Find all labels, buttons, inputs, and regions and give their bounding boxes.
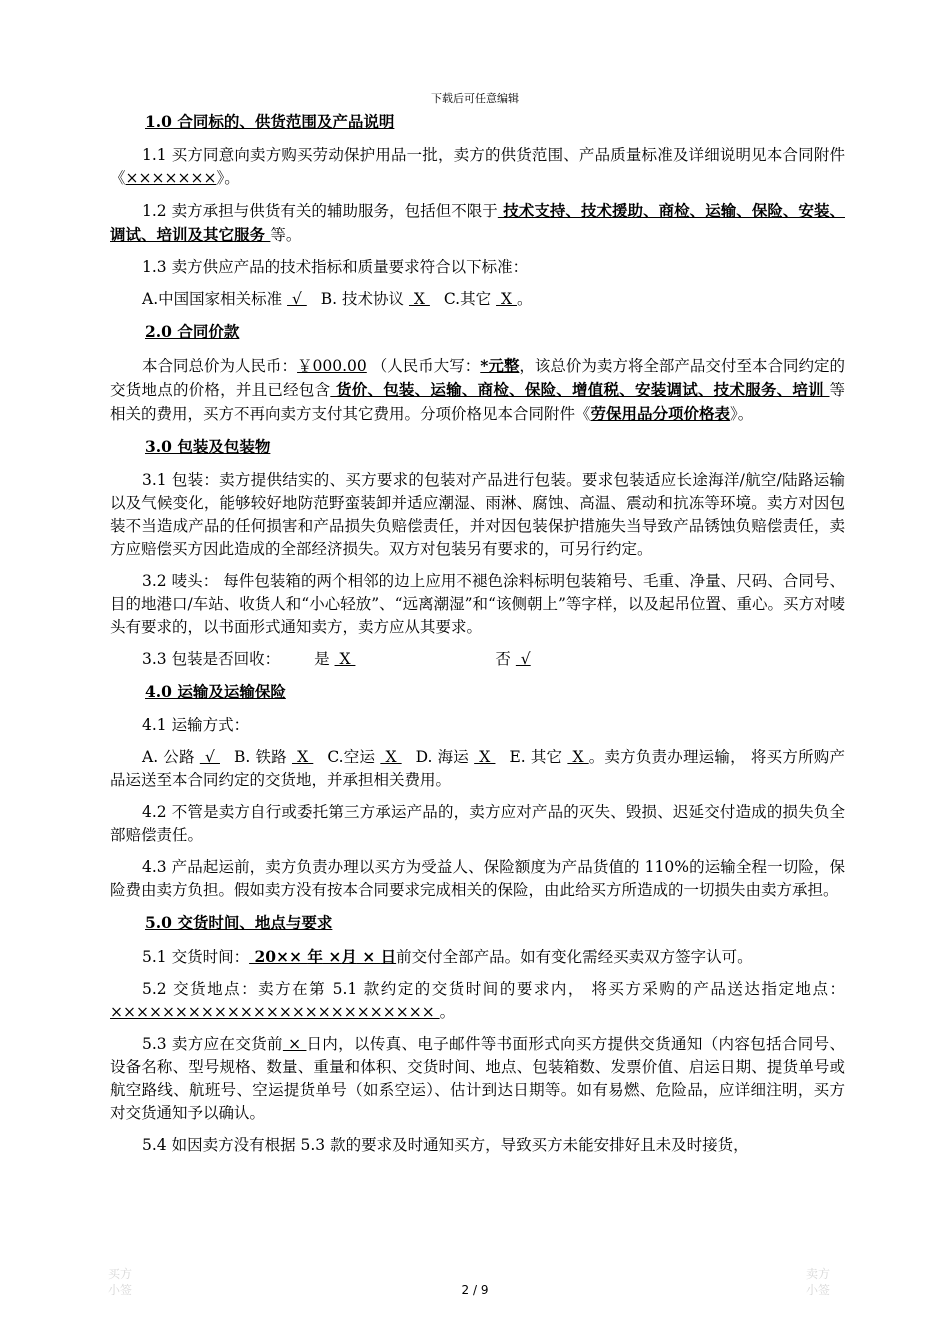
transport-other-check: X xyxy=(567,748,589,766)
price-attachment: 劳保用品分项价格表 xyxy=(590,404,731,423)
recycle-no-check: √ xyxy=(515,650,531,668)
clause-5-4: 5.4 如因卖方没有根据 5.3 款的要求及时通知买方，导致买方未能安排好且未及时接货， xyxy=(142,1136,749,1154)
delivery-year: 20×× xyxy=(249,947,308,966)
included-items: 货价、包装、运输、商检、保险、增值税、安装调试、技术服务、培训 xyxy=(330,380,830,399)
clause-3-2: 3.2 唛头： 每件包装箱的两个相邻的边上应用不褪色涂料标明包装箱号、毛重、净量、尺码、合同号、目的地港口/车站、收货人和“小心轻放”、“远离潮湿”和“该侧朝上”等字样，以及起吊位置、重心。买方对唛头有要求的，以书面形式通知卖方，卖方应从其要求。 xyxy=(110,572,845,636)
clause-4-1: 4.1 运输方式： xyxy=(142,716,250,734)
total-amount-cn: *元整 xyxy=(480,356,520,375)
option-a-check: √ xyxy=(287,290,307,308)
delivery-day: × xyxy=(356,947,381,966)
standards-options: A.中国国家相关标准 √ B. 技术协议 X C.其它 X 。 xyxy=(142,290,533,308)
recycle-yes-check: X xyxy=(334,650,356,668)
clause-5-1: 5.1 交货时间： 20×× 年 ×月 × 日前交付全部产品。如有变化需经买卖双方签字认可。 xyxy=(142,947,753,966)
clause-1-3: 1.3 卖方供应产品的技术指标和质量要求符合以下标准： xyxy=(142,258,529,276)
delivery-month: × xyxy=(322,947,342,966)
buyer-initial-stamp: 买方 小签 xyxy=(108,1267,133,1297)
delivery-place: ××××××××××××××××××××××××× xyxy=(110,1003,440,1021)
section-1-title: 1.0 合同标的、供货范围及产品说明 xyxy=(145,112,395,131)
services-list: 技术支持、技术援助、商检、运输、保险、安装、调试、培训及其它服务 xyxy=(110,201,845,244)
clause-4-3: 4.3 产品起运前，卖方负责办理以买方为受益人、保险额度为产品货值的 110%的运输全程一切险，保险费由卖方负担。假如卖方没有按本合同要求完成相关的保险，由此给买方所造成的一切损失由卖方承担。 xyxy=(110,858,845,899)
section-3-title: 3.0 包装及包装物 xyxy=(145,437,271,456)
option-c-check: X xyxy=(496,290,517,308)
transport-rail-check: X xyxy=(292,748,314,766)
seller-initial-stamp: 卖方 小签 xyxy=(806,1267,831,1297)
notice-days: × xyxy=(282,1035,307,1053)
clause-4-2: 4.2 不管是卖方自行或委托第三方承运产品的，卖方应对产品的灭失、毁损、迟延交付造成的损失负全部赔偿责任。 xyxy=(110,803,845,844)
clause-2-price: 本合同总价为人民币：￥000.00 （人民币大写：*元整，该总价为卖方将全部产品交付至本合同约定的交货地点的价格，并且已经包含 货价、包装、运输、商检、保险、增值税、安装调试、技术服务、培训 等相关的费用，买方不再向卖方支付其它费用。分项价格见本合同附件《劳保用品分项价格表》。 xyxy=(110,356,845,423)
clause-5-3: 5.3 卖方应在交货前 × 日内，以传真、电子邮件等书面形式向买方提供交货通知（内容包括合同号、设备名称、型号规格、数量、重量和体积、交货时间、地点、包装箱数、发票价值、启运日期、提货单号或航空路线、航班号、空运提货单号（如系空运）、估计到达日期等。如有易燃、危险品，应详细注明，买方对交货通知予以确认。 xyxy=(110,1035,845,1122)
transport-road-check: √ xyxy=(199,748,220,766)
section-5-title: 5.0 交货时间、地点与要求 xyxy=(145,913,333,932)
transport-air-check: X xyxy=(380,748,402,766)
contract-body xyxy=(110,108,845,1166)
clause-5-2: 5.2 交货地点：卖方在第 5.1 款约定的交货时间的要求内， 将买方采购的产品送达指定地点： ××××××××××××××××××××××××× 。 xyxy=(110,980,845,1021)
transport-options: A. 公路 √ B. 铁路 X C.空运 X D. 海运 X E. 其它 X 。卖方负责办理运输， 将买方所购产品运送至本合同约定的交货地，并承担相关费用。 xyxy=(110,748,845,789)
option-b-check: X xyxy=(408,290,430,308)
page-number: 2 / 9 xyxy=(461,1283,489,1297)
total-amount: ￥000.00 xyxy=(297,357,367,375)
section-4-title: 4.0 运输及运输保险 xyxy=(145,682,286,701)
clause-3-3: 3.3 包装是否回收： 是 X 否 √ xyxy=(142,650,531,668)
clause-3-1: 3.1 包装：卖方提供结实的、买方要求的包装对产品进行包装。要求包装适应长途海洋/航空/陆路运输以及气候变化，能够较好地防范野蛮装卸并适应潮湿、雨淋、腐蚀、高温、震动和抗冻等环境。卖方对因包装不当造成产品的任何损害和产品损失负赔偿责任，并对因包装保护措施失当导致产品锈蚀负赔偿责任，卖方应赔偿买方因此造成的全部经济损失。双方对包装另有要求的，可另行约定。 xyxy=(110,471,845,558)
clause-1-1: 1.1 买方同意向卖方购买劳动保护用品一批，卖方的供货范围、产品质量标准及详细说明见本合同附件《×××××××》。 xyxy=(110,146,845,187)
header-note: 下载后可任意编辑 xyxy=(431,92,519,105)
section-2-title: 2.0 合同价款 xyxy=(145,322,240,341)
attachment-name: ××××××× xyxy=(125,169,217,187)
transport-sea-check: X xyxy=(474,748,496,766)
clause-1-2: 1.2 卖方承担与供货有关的辅助服务，包括但不限于 技术支持、技术援助、商检、运输、保险、安装、调试、培训及其它服务 等。 xyxy=(110,201,845,244)
